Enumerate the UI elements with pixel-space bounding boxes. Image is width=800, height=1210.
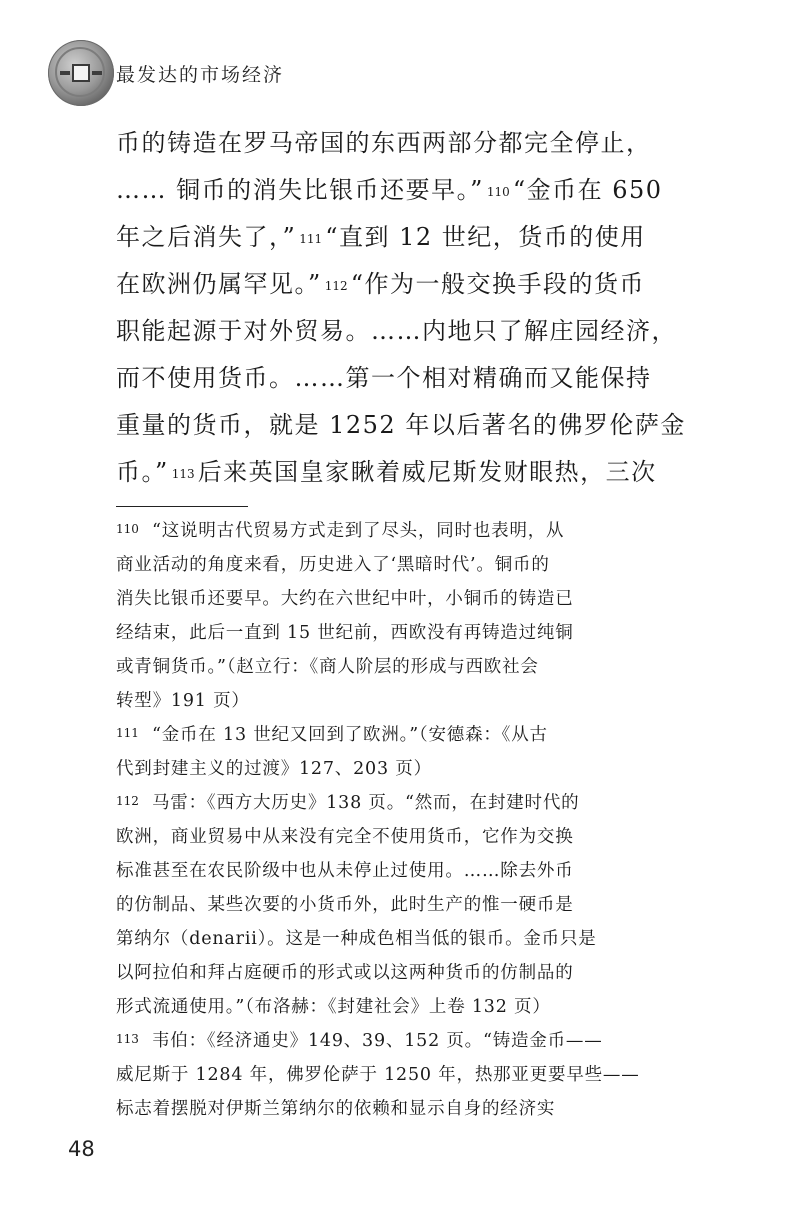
footnote-text: 形式流通使用。”（布洛赫：《封建社会》上卷 132 页）: [116, 997, 551, 1017]
footnote-divider: [116, 506, 248, 507]
footnote-text: 马雷：《西方大历史》138 页。“然而，在封建时代的: [152, 793, 580, 813]
body-line-text: 币。”: [116, 458, 169, 486]
body-line-text: 职能起源于对外贸易。……内地只了解庄园经济，: [116, 317, 677, 345]
footnote-number: 112: [116, 794, 139, 808]
body-line: [116, 402, 686, 449]
coin-mark-left: [60, 71, 70, 75]
footnote-line: [116, 922, 672, 956]
footnote-line: [116, 1024, 672, 1058]
body-line: [116, 214, 672, 261]
body-line-text: 币的铸造在罗马帝国的东西两部分都完全停止，: [116, 129, 652, 157]
body-line-text-after: “作为一般交换手段的货币: [350, 270, 645, 298]
footnote-text: 消失比银币还要早。大约在六世纪中叶，小铜币的铸造已: [116, 589, 574, 609]
body-line: [116, 167, 672, 214]
footnotes: [116, 514, 672, 1126]
footnote-line: [116, 820, 672, 854]
running-header: [48, 40, 748, 110]
page-number: 48: [68, 1137, 95, 1161]
footnote-line: [116, 1058, 672, 1092]
footnote-number: 110: [116, 522, 139, 536]
footnote-text: 标志着摆脱对伊斯兰第纳尔的依赖和显示自身的经济实: [116, 1099, 556, 1119]
footnote-line: [116, 752, 672, 786]
footnote-text: “这说明古代贸易方式走到了尽头，同时也表明，从: [152, 521, 565, 541]
body-line-text-after: “金币在 650: [512, 176, 663, 204]
footnote-ref[interactable]: 111: [299, 232, 323, 246]
coin-square-hole: [72, 64, 90, 82]
footnote-text: 以阿拉伯和拜占庭硬币的形式或以这两种货币的仿制品的: [116, 963, 574, 983]
footnote-line: [116, 718, 672, 752]
footnote-line: [116, 514, 672, 548]
footnote-text: 转型》191 页）: [116, 691, 250, 711]
body-line: [116, 449, 672, 496]
body-line: [116, 261, 672, 308]
footnote-text: 代到封建主义的过渡》127、203 页）: [116, 759, 432, 779]
body-line-text: 重量的货币，就是 1252 年以后著名的佛罗伦萨金: [116, 411, 686, 439]
body-line-text: 在欧洲仍属罕见。”: [116, 270, 322, 298]
footnote-text: 经结束，此后一直到 15 世纪前，西欧没有再铸造过纯铜: [116, 623, 574, 643]
footnote-text: 或青铜货币。”（赵立行：《商人阶层的形成与西欧社会: [116, 657, 539, 677]
footnote-line: [116, 1092, 672, 1126]
footnote-text: 标准甚至在农民阶级中也从未停止过使用。……除去外币: [116, 861, 574, 881]
body-line-text: …… 铜币的消失比银币还要早。”: [116, 176, 484, 204]
footnote-text: 第纳尔（denarii）。这是一种成色相当低的银币。金币只是: [116, 929, 597, 949]
body-text: [116, 120, 686, 496]
body-line-text: 年之后消失了，”: [116, 223, 297, 251]
footnote-line: [116, 684, 672, 718]
footnote-line: [116, 990, 672, 1024]
body-line: [116, 120, 672, 167]
footnote-line: [116, 854, 672, 888]
footnote-line: [116, 650, 672, 684]
footnote-line: [116, 548, 672, 582]
footnote-line: [116, 616, 672, 650]
footnote-line: [116, 582, 672, 616]
body-line-text-after: “直到 12 世纪，货币的使用: [325, 223, 646, 251]
footnote-text: 威尼斯于 1284 年，佛罗伦萨于 1250 年，热那亚更要早些——: [116, 1065, 640, 1085]
footnote-ref[interactable]: 110: [486, 185, 510, 199]
footnote-text: 商业活动的角度来看，历史进入了‘黑暗时代’。铜币的: [116, 555, 550, 575]
header-title: 最发达的市场经济: [116, 64, 285, 86]
footnote-number: 111: [116, 726, 139, 740]
footnote-line: [116, 786, 672, 820]
footnote-text: 的仿制品、某些次要的小货币外，此时生产的惟一硬币是: [116, 895, 574, 915]
footnote-text: 欧洲，商业贸易中从来没有完全不使用货币，它作为交换: [116, 827, 574, 847]
body-line-text: 而不使用货币。……第一个相对精确而又能保持: [116, 364, 652, 392]
body-line: [116, 355, 672, 402]
footnote-number: 113: [116, 1032, 139, 1046]
footnote-line: [116, 956, 672, 990]
coin-mark-right: [92, 71, 102, 75]
coin-icon: [48, 40, 114, 106]
body-line: [116, 308, 677, 355]
footnote-ref[interactable]: 112: [324, 279, 348, 293]
body-line-text-after: 后来英国皇家瞅着威尼斯发财眼热，三次: [197, 458, 657, 486]
footnote-text: “金币在 13 世纪又回到了欧洲。”（安德森：《从古: [152, 725, 548, 745]
footnote-ref[interactable]: 113: [171, 467, 195, 481]
footnote-text: 韦伯：《经济通史》149、39、152 页。“铸造金币——: [152, 1031, 603, 1051]
footnote-line: [116, 888, 672, 922]
